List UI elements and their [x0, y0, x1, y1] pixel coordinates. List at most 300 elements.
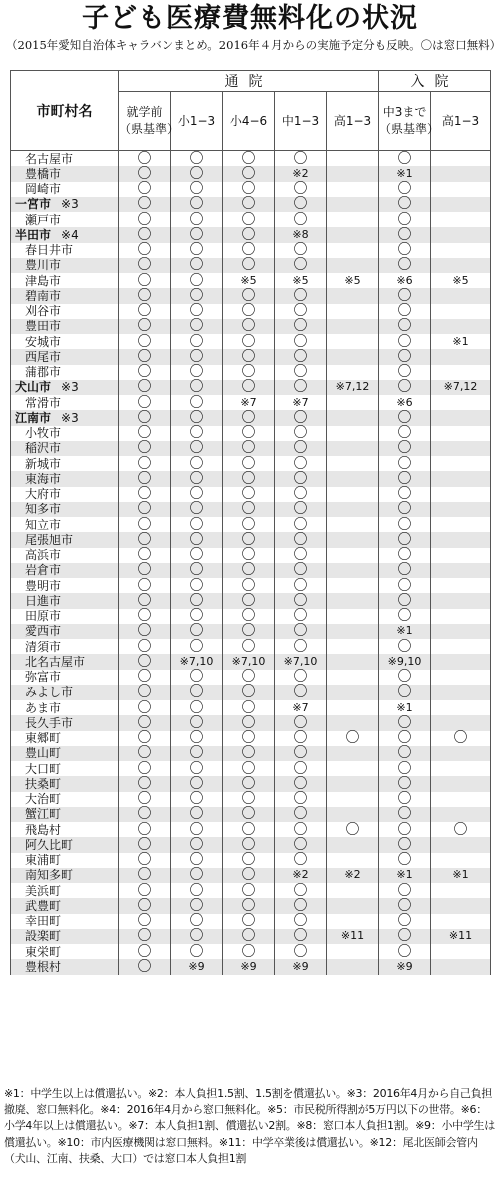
status-cell: 〇 [171, 410, 223, 425]
status-cell: 〇 [171, 304, 223, 319]
municipality-label: 安城市 [25, 334, 62, 349]
status-cell: ※5 [431, 273, 491, 288]
status-cell: ※9,10 [379, 654, 431, 669]
status-cell: 〇 [171, 273, 223, 288]
status-cell: 〇 [119, 502, 171, 517]
status-cell: 〇 [119, 532, 171, 547]
status-cell [431, 243, 491, 258]
status-cell [431, 883, 491, 898]
status-cell: 〇 [275, 487, 327, 502]
status-cell: 〇 [275, 334, 327, 349]
status-cell: 〇 [275, 685, 327, 700]
status-cell: 〇 [275, 822, 327, 837]
status-cell: 〇 [275, 288, 327, 303]
status-cell [431, 227, 491, 242]
status-cell: 〇 [223, 197, 275, 212]
status-cell: 〇 [119, 898, 171, 913]
status-cell [327, 365, 379, 380]
status-cell: 〇 [223, 258, 275, 273]
status-cell: 〇 [223, 334, 275, 349]
municipality-label: 美浜町 [25, 883, 62, 898]
municipality-name [11, 487, 119, 502]
status-cell: ※9 [275, 959, 327, 974]
municipality-name [11, 944, 119, 959]
status-cell: 〇 [171, 395, 223, 410]
status-cell: 〇 [223, 548, 275, 563]
status-cell: 〇 [223, 715, 275, 730]
status-cell: 〇 [171, 456, 223, 471]
status-cell [327, 304, 379, 319]
status-cell: 〇 [119, 853, 171, 868]
status-cell: 〇 [223, 456, 275, 471]
municipality-name [11, 761, 119, 776]
status-cell: 〇 [223, 380, 275, 395]
column-header: 中3まで （県基準） [379, 92, 431, 151]
status-cell: 〇 [171, 578, 223, 593]
status-cell [431, 639, 491, 654]
status-cell: 〇 [119, 227, 171, 242]
status-cell: 〇 [119, 761, 171, 776]
municipality-label: 大口町 [25, 761, 62, 776]
status-cell [327, 532, 379, 547]
status-cell: 〇 [119, 837, 171, 852]
table-row [11, 883, 491, 898]
status-cell: 〇 [275, 914, 327, 929]
status-cell: 〇 [119, 670, 171, 685]
status-cell: 〇 [171, 670, 223, 685]
status-cell: ※2 [327, 868, 379, 883]
status-cell [431, 944, 491, 959]
status-cell: 〇 [379, 776, 431, 791]
status-cell: ※1 [431, 868, 491, 883]
status-cell [431, 624, 491, 639]
status-cell: 〇 [171, 807, 223, 822]
status-cell [431, 166, 491, 181]
municipality-name [11, 685, 119, 700]
status-cell: ※2 [275, 166, 327, 181]
status-cell: 〇 [223, 304, 275, 319]
status-cell [327, 502, 379, 517]
medical-cost-table [10, 70, 491, 975]
status-cell [327, 609, 379, 624]
status-cell: 〇 [379, 227, 431, 242]
status-cell: ※9 [171, 959, 223, 974]
status-cell: 〇 [171, 731, 223, 746]
status-cell: ※7,10 [223, 654, 275, 669]
status-cell: 〇 [223, 319, 275, 334]
status-cell: 〇 [379, 349, 431, 364]
status-cell: 〇 [379, 487, 431, 502]
table-row [11, 746, 491, 761]
status-cell: 〇 [275, 898, 327, 913]
status-cell: 〇 [119, 517, 171, 532]
note-mark: ※3 [61, 197, 79, 212]
status-cell: 〇 [379, 243, 431, 258]
status-cell: 〇 [171, 822, 223, 837]
status-cell [327, 944, 379, 959]
status-cell [327, 151, 379, 167]
status-cell: 〇 [171, 532, 223, 547]
status-cell: 〇 [223, 151, 275, 167]
status-cell [431, 563, 491, 578]
status-cell [431, 685, 491, 700]
status-cell [431, 776, 491, 791]
table-row [11, 776, 491, 791]
status-cell: 〇 [223, 914, 275, 929]
municipality-name [11, 532, 119, 547]
status-cell: 〇 [275, 548, 327, 563]
status-cell: 〇 [119, 548, 171, 563]
status-cell [327, 593, 379, 608]
status-cell [327, 761, 379, 776]
status-cell: 〇 [379, 410, 431, 425]
status-cell: 〇 [223, 578, 275, 593]
status-cell: 〇 [171, 227, 223, 242]
status-cell [327, 243, 379, 258]
status-cell: 〇 [119, 609, 171, 624]
municipality-label: 飛島村 [25, 822, 62, 837]
status-cell: 〇 [119, 182, 171, 197]
status-cell: 〇 [275, 441, 327, 456]
status-cell: 〇 [223, 731, 275, 746]
status-cell [431, 807, 491, 822]
status-cell [327, 792, 379, 807]
status-cell: 〇 [171, 883, 223, 898]
status-cell: 〇 [119, 456, 171, 471]
status-cell [327, 471, 379, 486]
status-cell: 〇 [379, 898, 431, 913]
municipality-name [11, 304, 119, 319]
municipality-label: 半田市 [15, 227, 52, 242]
municipality-name [11, 273, 119, 288]
status-cell [431, 151, 491, 167]
status-cell: ※7,10 [171, 654, 223, 669]
municipality-label: 豊根村 [25, 959, 62, 974]
status-cell: 〇 [119, 639, 171, 654]
status-cell: ※6 [379, 395, 431, 410]
status-cell: 〇 [119, 487, 171, 502]
status-cell: ※7,10 [275, 654, 327, 669]
status-cell: 〇 [119, 395, 171, 410]
status-cell: ※5 [275, 273, 327, 288]
table-row [11, 334, 491, 349]
status-cell: 〇 [223, 365, 275, 380]
status-cell: 〇 [119, 426, 171, 441]
table-row [11, 487, 491, 502]
status-cell: 〇 [171, 837, 223, 852]
status-cell: ※2 [275, 868, 327, 883]
municipality-name [11, 349, 119, 364]
table-row [11, 837, 491, 852]
status-cell: 〇 [223, 761, 275, 776]
status-cell [327, 563, 379, 578]
table-row [11, 426, 491, 441]
municipality-name [11, 822, 119, 837]
status-cell: 〇 [171, 685, 223, 700]
status-cell [431, 182, 491, 197]
status-cell: 〇 [171, 166, 223, 181]
status-cell: 〇 [171, 502, 223, 517]
status-cell: 〇 [119, 731, 171, 746]
status-cell: 〇 [327, 731, 379, 746]
table-row [11, 258, 491, 273]
status-cell: 〇 [275, 593, 327, 608]
status-cell [431, 487, 491, 502]
table-row [11, 365, 491, 380]
status-cell: ※8 [275, 227, 327, 242]
status-cell: 〇 [275, 502, 327, 517]
table-row [11, 243, 491, 258]
municipality-name [11, 807, 119, 822]
status-cell: 〇 [275, 304, 327, 319]
status-cell: 〇 [119, 822, 171, 837]
status-cell [327, 578, 379, 593]
municipality-label: 阿久比町 [25, 837, 74, 852]
municipality-name [11, 410, 119, 425]
municipality-name [11, 395, 119, 410]
status-cell: ※11 [431, 929, 491, 944]
status-cell [431, 349, 491, 364]
municipality-name [11, 715, 119, 730]
status-cell [327, 487, 379, 502]
note-mark: ※3 [61, 410, 79, 425]
status-cell [327, 319, 379, 334]
status-cell: ※5 [223, 273, 275, 288]
status-cell: 〇 [275, 532, 327, 547]
table-row [11, 609, 491, 624]
status-cell [431, 197, 491, 212]
status-cell [431, 670, 491, 685]
status-cell [431, 853, 491, 868]
status-cell: 〇 [379, 288, 431, 303]
status-cell [327, 670, 379, 685]
status-cell: 〇 [379, 212, 431, 227]
status-cell: 〇 [379, 304, 431, 319]
status-cell: 〇 [275, 365, 327, 380]
status-cell: ※7,12 [431, 380, 491, 395]
status-cell: 〇 [223, 837, 275, 852]
status-cell: 〇 [275, 944, 327, 959]
status-cell: 〇 [223, 288, 275, 303]
status-cell: 〇 [379, 502, 431, 517]
municipality-label: 新城市 [25, 456, 62, 471]
status-cell: 〇 [223, 853, 275, 868]
status-cell: 〇 [171, 288, 223, 303]
municipality-label: 西尾市 [25, 349, 62, 364]
municipality-name [11, 334, 119, 349]
column-header: 小4−6 [223, 92, 275, 151]
status-cell: ※7,12 [327, 380, 379, 395]
status-cell: 〇 [223, 563, 275, 578]
status-cell: 〇 [275, 349, 327, 364]
status-cell [431, 898, 491, 913]
status-cell: 〇 [119, 944, 171, 959]
status-cell: 〇 [223, 807, 275, 822]
status-cell: 〇 [119, 151, 171, 167]
status-cell [327, 685, 379, 700]
status-cell: 〇 [275, 182, 327, 197]
status-cell: 〇 [223, 746, 275, 761]
status-cell [327, 212, 379, 227]
status-cell [327, 548, 379, 563]
table-row [11, 151, 491, 167]
status-cell: 〇 [171, 563, 223, 578]
status-cell: 〇 [379, 517, 431, 532]
status-cell [327, 426, 379, 441]
header-outpatient: 通院 [119, 71, 379, 92]
municipality-label: 一宮市 [15, 197, 52, 212]
status-cell [327, 197, 379, 212]
status-cell: 〇 [379, 761, 431, 776]
status-cell [327, 639, 379, 654]
status-cell: 〇 [119, 334, 171, 349]
status-cell [431, 258, 491, 273]
status-cell: 〇 [171, 914, 223, 929]
status-cell: 〇 [171, 212, 223, 227]
status-cell: 〇 [379, 456, 431, 471]
municipality-label: 北名古屋市 [25, 654, 86, 669]
status-cell: 〇 [223, 883, 275, 898]
status-cell: 〇 [223, 929, 275, 944]
status-cell [431, 761, 491, 776]
table-row [11, 898, 491, 913]
status-cell: 〇 [379, 258, 431, 273]
status-cell: 〇 [119, 883, 171, 898]
municipality-label: 蟹江町 [25, 807, 62, 822]
table-row [11, 914, 491, 929]
municipality-name [11, 548, 119, 563]
status-cell: 〇 [379, 807, 431, 822]
municipality-name [11, 243, 119, 258]
municipality-name [11, 670, 119, 685]
status-cell: 〇 [275, 792, 327, 807]
status-cell: 〇 [223, 471, 275, 486]
status-cell: 〇 [379, 944, 431, 959]
status-cell: ※6 [379, 273, 431, 288]
column-header: 中1−3 [275, 92, 327, 151]
table-row [11, 380, 491, 395]
status-cell: 〇 [275, 578, 327, 593]
status-cell: 〇 [171, 319, 223, 334]
municipality-label: 瀬戸市 [25, 212, 62, 227]
table-row [11, 319, 491, 334]
status-cell [431, 532, 491, 547]
status-cell: 〇 [171, 868, 223, 883]
status-cell: 〇 [171, 365, 223, 380]
table-row [11, 593, 491, 608]
municipality-name [11, 517, 119, 532]
table-row [11, 715, 491, 730]
municipality-label: 幸田町 [25, 914, 62, 929]
status-cell: 〇 [275, 853, 327, 868]
status-cell: 〇 [171, 715, 223, 730]
table-row [11, 212, 491, 227]
status-cell: 〇 [275, 243, 327, 258]
status-cell: 〇 [119, 410, 171, 425]
municipality-name [11, 776, 119, 791]
municipality-name [11, 426, 119, 441]
status-cell [327, 914, 379, 929]
status-cell: 〇 [119, 914, 171, 929]
municipality-label: 小牧市 [25, 426, 62, 441]
table-row [11, 304, 491, 319]
header-inpatient: 入院 [379, 71, 491, 92]
status-cell: ※1 [379, 624, 431, 639]
municipality-name [11, 746, 119, 761]
table-row [11, 822, 491, 837]
status-cell: 〇 [171, 776, 223, 791]
note-mark: ※4 [61, 227, 79, 242]
status-cell [327, 227, 379, 242]
status-cell: 〇 [379, 929, 431, 944]
status-cell: 〇 [275, 212, 327, 227]
status-cell: 〇 [171, 624, 223, 639]
status-cell: ※9 [223, 959, 275, 974]
status-cell: 〇 [119, 319, 171, 334]
table-row [11, 624, 491, 639]
status-cell [431, 456, 491, 471]
status-cell: 〇 [275, 624, 327, 639]
status-cell: 〇 [171, 441, 223, 456]
table-row [11, 868, 491, 883]
status-cell [327, 334, 379, 349]
status-cell: 〇 [275, 807, 327, 822]
municipality-label: 津島市 [25, 273, 62, 288]
table-row [11, 182, 491, 197]
status-cell: 〇 [275, 609, 327, 624]
municipality-label: 常滑市 [25, 395, 62, 410]
status-cell: 〇 [223, 517, 275, 532]
status-cell: 〇 [379, 792, 431, 807]
page-title: 子ども医療費無料化の状況 [82, 3, 418, 34]
municipality-name [11, 365, 119, 380]
municipality-label: 稲沢市 [25, 441, 62, 456]
municipality-name [11, 639, 119, 654]
table-row [11, 471, 491, 486]
status-cell: 〇 [171, 593, 223, 608]
status-cell: 〇 [171, 944, 223, 959]
municipality-label: 弥富市 [25, 670, 62, 685]
table-row [11, 273, 491, 288]
status-cell [327, 441, 379, 456]
table-row [11, 548, 491, 563]
status-cell: 〇 [171, 380, 223, 395]
municipality-label: 高浜市 [25, 548, 62, 563]
status-cell: 〇 [379, 593, 431, 608]
status-cell [327, 258, 379, 273]
status-cell: 〇 [171, 471, 223, 486]
status-cell: 〇 [119, 654, 171, 669]
status-cell: 〇 [275, 639, 327, 654]
status-cell: 〇 [119, 868, 171, 883]
status-cell [327, 853, 379, 868]
status-cell: ※1 [379, 868, 431, 883]
municipality-name [11, 227, 119, 242]
table-row [11, 197, 491, 212]
status-cell: 〇 [119, 685, 171, 700]
municipality-name [11, 563, 119, 578]
status-cell: 〇 [223, 792, 275, 807]
status-cell: 〇 [171, 639, 223, 654]
municipality-name [11, 868, 119, 883]
status-cell: 〇 [223, 410, 275, 425]
status-cell [431, 700, 491, 715]
municipality-name [11, 212, 119, 227]
table-row [11, 578, 491, 593]
status-cell: 〇 [275, 380, 327, 395]
status-cell: 〇 [379, 426, 431, 441]
municipality-name [11, 609, 119, 624]
